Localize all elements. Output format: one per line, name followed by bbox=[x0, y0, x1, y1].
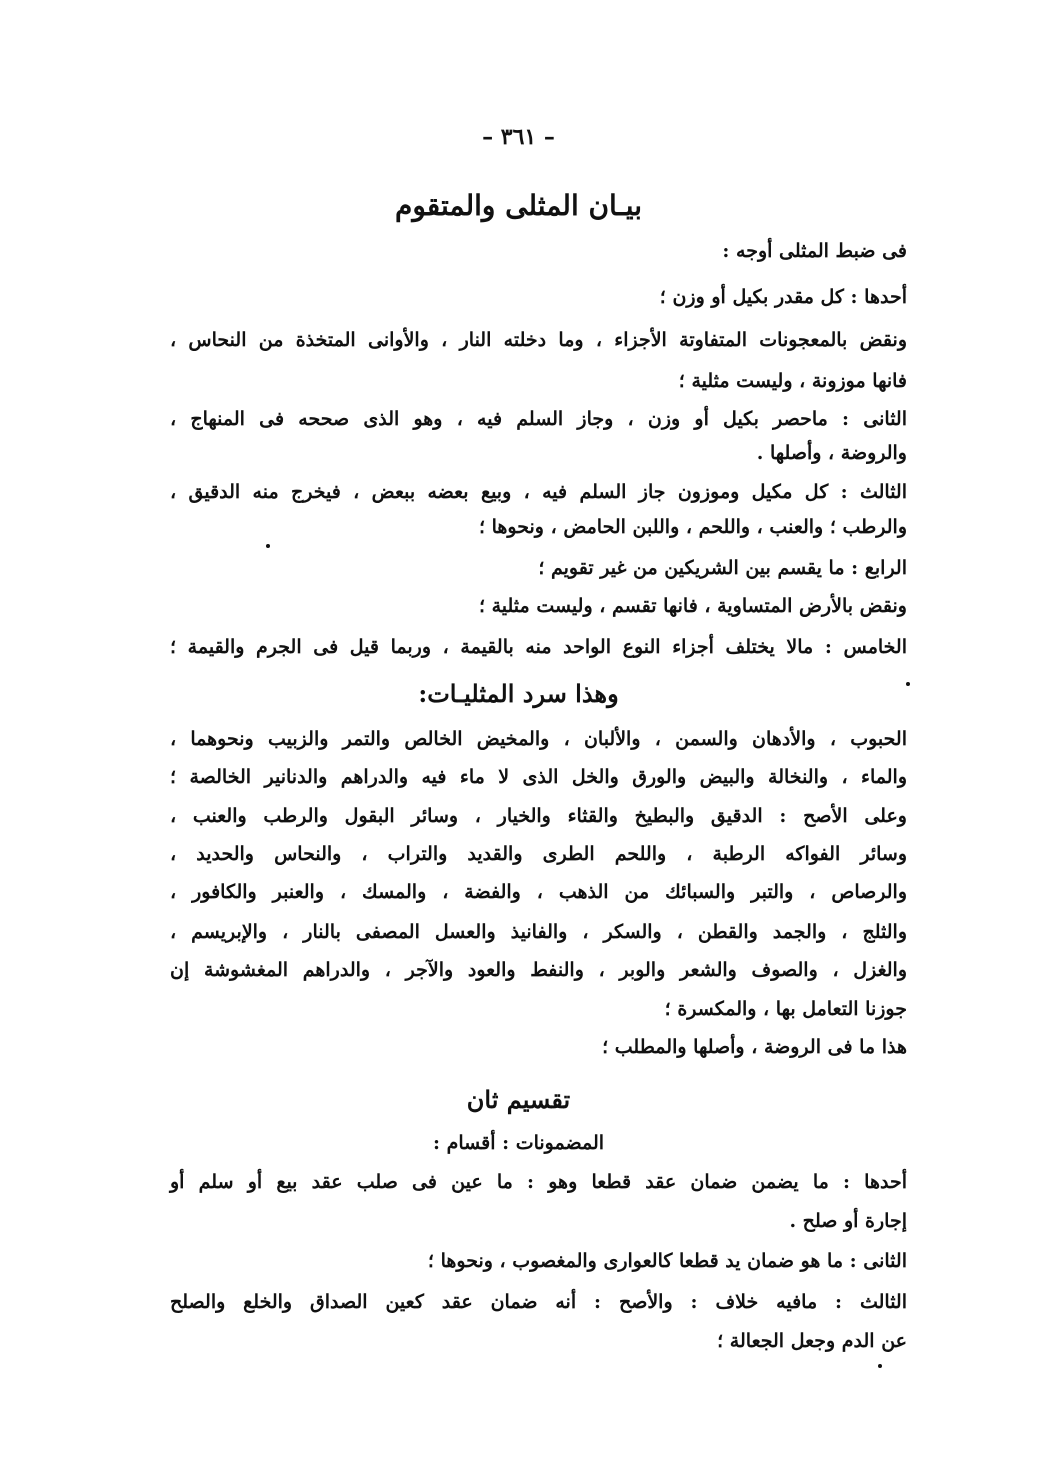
text-line: الخامس : مالا يختلف أجزاء النوع الواحد منه بالقيمة ، وربما قيل فى الجرم والقيمة ؛ bbox=[170, 636, 907, 658]
text-line: إجارة أو صلح . bbox=[789, 1210, 907, 1232]
text-line: والماء ، والنخالة والبيض والورق والخل الذى لا ماء فيه والدراهم والدنانير الخالصة ؛ bbox=[170, 766, 907, 788]
text-line: هذا ما فى الروضة ، وأصلها والمطلب ؛ bbox=[602, 1036, 907, 1058]
text-line: والرطب ؛ والعنب ، واللحم ، واللبن الحامض ، ونحوها ؛ bbox=[478, 516, 907, 538]
text-line: الرابع : ما يقسم بين الشريكين من غير تقويم ؛ bbox=[538, 557, 907, 579]
page-title: بيـان المثلى والمتقوم bbox=[394, 189, 643, 222]
text-line: الثانى : ما هو ضمان يد قطعا كالعوارى والمغصوب ، ونحوها ؛ bbox=[427, 1250, 907, 1272]
text-line: وعلى الأصح : الدقيق والبطيخ والقثاء والخيار ، وسائر البقول والرطب والعنب ، bbox=[170, 805, 907, 827]
text-line: والروضة ، وأصلها . bbox=[756, 442, 907, 464]
text-line: جوزنا التعامل بها ، والمكسرة ؛ bbox=[664, 998, 907, 1020]
text-line: أحدها : ما يضمن ضمان عقد قطعا وهو : ما عين فى صلب عقد بيع أو سلم أو bbox=[170, 1171, 907, 1193]
page-number: – ٣٦١ – bbox=[482, 124, 555, 150]
section-subheading: المضمونات : أقسام : bbox=[432, 1132, 605, 1154]
section-heading: وهذا سرد المثليـات: bbox=[418, 679, 619, 708]
text-line: فى ضبط المثلى أوجه : bbox=[722, 240, 907, 262]
section-heading: تقسيم ثان bbox=[466, 1085, 571, 1114]
text-line: الثالث : مافيه خلاف : والأصح : أنه ضمان عقد كعين الصداق والخلع والصلح bbox=[170, 1291, 907, 1313]
text-line: الثالث : كل مكيل وموزون جاز السلم فيه ، وبيع بعضه ببعض ، فيخرج منه الدقيق ، bbox=[170, 481, 907, 503]
scan-speck bbox=[266, 544, 270, 548]
text-line: عن الدم وجعل الجعالة ؛ bbox=[717, 1330, 907, 1352]
text-line: والرصاص ، والتبر والسبائك من الذهب ، والفضة ، والمسك ، والعنبر والكافور ، bbox=[170, 881, 907, 903]
text-line: الثانى : ماحصر بكيل أو وزن ، وجاز السلم فيه ، وهو الذى صححه فى المنهاج ، bbox=[170, 408, 907, 430]
text-line: ونقض بالمعجونات المتفاوتة الأجزاء ، وما دخلته النار ، والأوانى المتخذة من النحاس ، bbox=[170, 329, 907, 351]
text-line: فانها موزونة ، وليست مثلية ؛ bbox=[678, 370, 907, 392]
text-line: الحبوب ، والأدهان والسمن ، والألبان ، والمخيض الخالص والتمر والزبيب ونحوهما ، bbox=[170, 728, 907, 750]
text-line: والغزل ، والصوف والشعر والوبر ، والنفط والعود والآجر ، والدراهم المغشوشة إن bbox=[170, 959, 907, 981]
scan-speck bbox=[906, 682, 910, 686]
scan-speck bbox=[878, 1364, 882, 1368]
text-line: وسائر الفواكه الرطبة ، واللحم الطرى والقديد والتراب ، والنحاس والحديد ، bbox=[170, 843, 907, 865]
text-line: ونقض بالأرض المتساوية ، فانها تقسم ، وليست مثلية ؛ bbox=[478, 595, 907, 617]
text-line: أحدها : كل مقدر بكيل أو وزن ؛ bbox=[659, 286, 907, 308]
text-line: والثلج ، والجمد والقطن ، والسكر ، والفانيذ والعسل المصفى بالنار ، والإبريسم ، bbox=[170, 921, 908, 943]
